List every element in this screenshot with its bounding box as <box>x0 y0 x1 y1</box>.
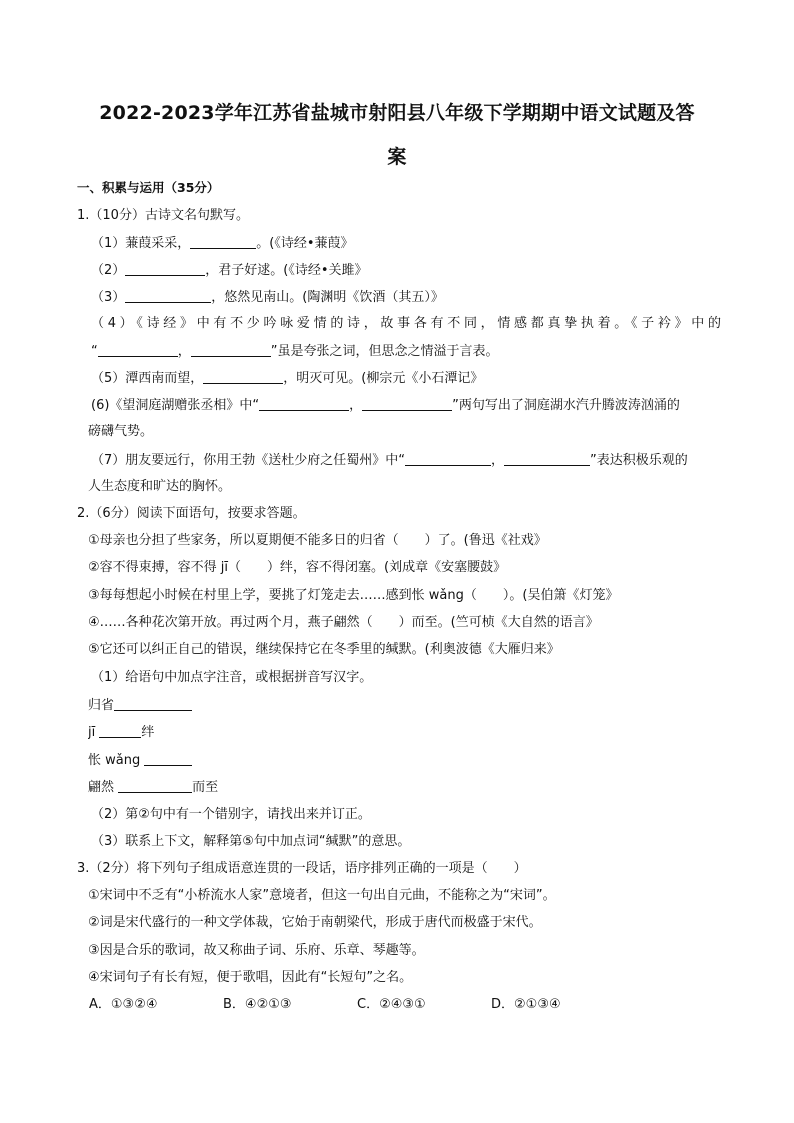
section-heading: 一、积累与运用（35分） <box>77 180 220 195</box>
q2-fill-4 <box>88 778 218 797</box>
q1-item-5-pre: （5）潭西南而望， <box>91 371 204 386</box>
q1-item-7-line-b: 人生态度和旷达的胸怀。 <box>88 479 232 494</box>
q2-sub-question-2: （2）第②句中有一个错别字，请找出来并订正。 <box>91 807 371 822</box>
q2-fill-3 <box>88 751 192 770</box>
q1-item-4-line-a: （4）《诗经》中有不少吟咏爱情的诗，故事各有不同，情感都真挚执着。《子衿》中的 <box>91 316 721 331</box>
q1-item-1-post: 。(《诗经•蒹葭》 <box>256 236 354 251</box>
q2-fill-2-blank[interactable] <box>99 723 141 738</box>
q2-fill-2 <box>88 723 154 742</box>
q1-item-4-comma: ， <box>177 344 191 359</box>
q1-item-7-comma: ， <box>491 453 505 468</box>
question-3-stem: 3.（2分）将下列句子组成语意连贯的一段话，语序排列正确的一项是（ ） <box>77 861 527 876</box>
q1-item-1-pre: （1）蒹葭采采， <box>91 236 191 251</box>
q1-item-2-blank[interactable] <box>125 261 205 276</box>
q3-option-c[interactable]: C．②④③① <box>357 997 426 1012</box>
q2-fill-4-post: 而至 <box>192 780 219 795</box>
q1-item-4-open-quote: “ <box>91 344 98 359</box>
q1-item-3-pre: （3） <box>91 290 126 305</box>
q3-sentence-3: ③因是合乐的歌词，故又称曲子词、乐府、乐章、琴趣等。 <box>88 943 425 958</box>
q1-item-6-pre: (6)《望洞庭湖赠张丞相》中“ <box>91 398 260 413</box>
q1-item-3-blank[interactable] <box>125 288 211 303</box>
q1-item-1 <box>91 234 354 253</box>
q2-fill-1-blank[interactable] <box>114 696 192 711</box>
q1-item-4-blank-1[interactable] <box>98 342 178 357</box>
q1-item-6-line-a <box>91 396 731 415</box>
q1-item-7-blank-1[interactable] <box>405 451 491 466</box>
q2-fill-2-post: 绊 <box>141 725 155 740</box>
q1-item-4-line-b <box>91 342 499 361</box>
question-1-stem: 1.（10分）古诗文名句默写。 <box>77 208 249 223</box>
q1-item-3 <box>91 288 444 307</box>
q3-sentence-1: ①宋词中不乏有“小桥流水人家”意境者，但这一句出自元曲，不能称之为“宋词”。 <box>88 888 556 903</box>
q1-item-6-line-b: 磅礴气势。 <box>88 424 154 439</box>
q1-item-6-comma: ， <box>349 398 363 413</box>
q2-fill-4-label: 翩然 <box>88 780 119 795</box>
q2-fill-1-label: 归省 <box>88 698 115 713</box>
q2-sentence-4: ④……各种花次第开放。再过两个月，燕子翩然（ ）而至。(竺可桢《大自然的语言》 <box>88 615 599 630</box>
q1-item-6-blank-2[interactable] <box>362 396 452 411</box>
q2-fill-1 <box>88 696 192 715</box>
question-2-stem: 2.（6分）阅读下面语句，按要求答题。 <box>77 506 306 521</box>
q2-sentence-3: ③每每想起小时候在村里上学，要挑了灯笼走去……感到怅 wǎng（ ）。(吴伯箫《灯笼》 <box>88 588 619 603</box>
q1-item-6-post: ”两句写出了洞庭湖水汽升腾波涛汹涌的 <box>452 398 680 413</box>
q1-item-7-blank-2[interactable] <box>504 451 590 466</box>
q1-item-2-pre: （2） <box>91 263 126 278</box>
q3-options <box>89 996 625 1014</box>
q1-item-4-post: ”虽是夸张之词，但思念之情溢于言表。 <box>270 344 499 359</box>
q1-item-5-post: ，明灭可见。(柳宗元《小石潭记》 <box>283 371 484 386</box>
q1-item-2 <box>91 261 368 280</box>
q2-fill-2-label: jī <box>88 725 100 740</box>
q3-option-a[interactable]: A．①③②④ <box>89 997 158 1012</box>
q1-item-7-post: ”表达积极乐观的 <box>590 453 688 468</box>
page-title-line-1: 2022-2023学年江苏省盐城市射阳县八年级下学期期中语文试题及答 <box>99 102 695 124</box>
q2-sentence-5: ⑤它还可以纠正自己的错误，继续保持它在冬季里的缄默。(利奥波德《大雁归来》 <box>88 642 560 657</box>
q1-item-2-post: ，君子好逑。(《诗经•关雎》 <box>205 263 368 278</box>
q3-sentence-2: ②词是宋代盛行的一种文学体裁，它始于南朝梁代，形成于唐代而极盛于宋代。 <box>88 915 542 930</box>
q1-item-4-blank-2[interactable] <box>191 342 271 357</box>
q3-sentence-4: ④宋词句子有长有短，便于歌唱，因此有“长短句”之名。 <box>88 970 413 985</box>
q1-item-1-blank[interactable] <box>190 234 256 249</box>
q2-fill-4-blank[interactable] <box>118 778 192 793</box>
q1-item-6-blank-1[interactable] <box>259 396 349 411</box>
q2-sentence-2: ②容不得束搏，容不得 jī（ ）绊，容不得闭塞。(刘成章《安塞腰鼓》 <box>88 560 507 575</box>
q3-option-b[interactable]: B．④②①③ <box>223 997 292 1012</box>
q2-fill-3-blank[interactable] <box>144 751 192 766</box>
q2-sub-question-1: （1）给语句中加点字注音，或根据拼音写汉字。 <box>91 670 373 685</box>
q1-item-7-line-a <box>91 451 731 470</box>
page-title-line-2: 案 <box>387 146 407 168</box>
q1-item-3-post: ，悠然见南山。(陶渊明《饮酒（其五）》 <box>211 290 444 305</box>
q1-item-5 <box>91 369 483 388</box>
q3-option-d[interactable]: D．②①③④ <box>491 997 561 1012</box>
q2-sub-question-3: （3）联系上下文，解释第⑤句中加点词“缄默”的意思。 <box>91 834 411 849</box>
q1-item-7-pre: （7）朋友要远行，你用王勃《送杜少府之任蜀州》中“ <box>91 453 406 468</box>
q1-item-5-blank[interactable] <box>203 369 283 384</box>
q2-sentence-1: ①母亲也分担了些家务，所以夏期便不能多日的归省（ ）了。(鲁迅《社戏》 <box>88 533 547 548</box>
q2-fill-3-label: 怅 wǎng <box>88 753 145 768</box>
